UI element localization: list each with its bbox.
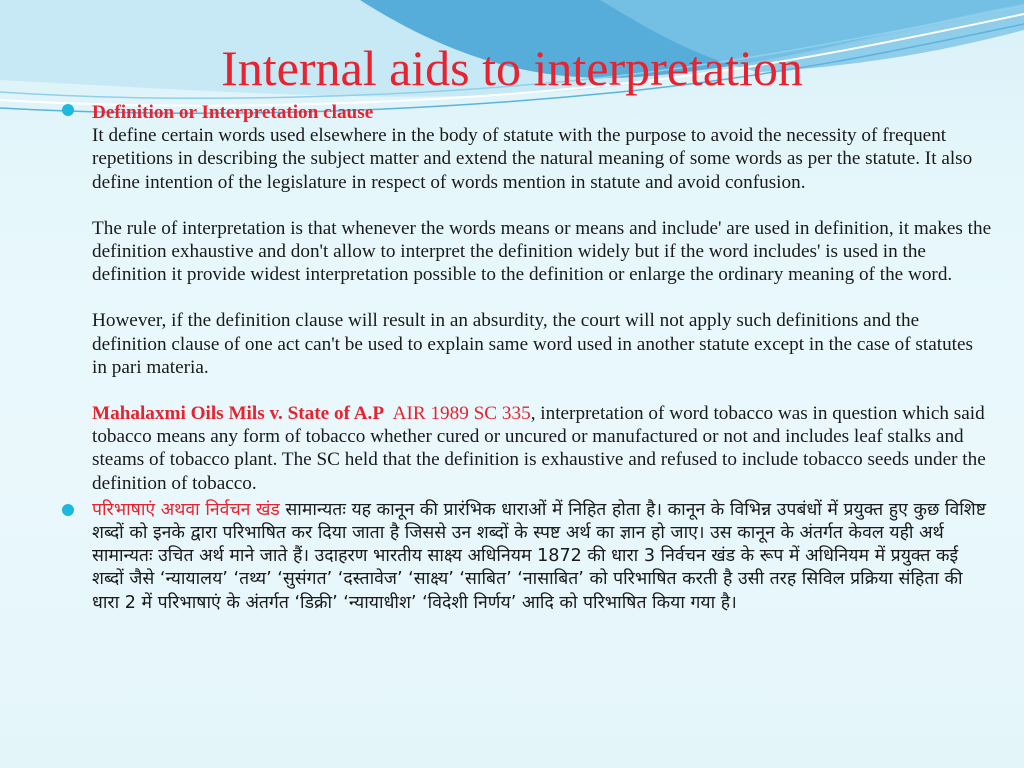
definition-paragraph-1: It define certain words used elsewhere in the body of statute with the purpose to avoid the necessity of frequent repetitions in describing the subject matter and extend the natural meaning of some words as per the statute. It also define intention of the legislature in respect of words mention in statute and avoid confusion. xyxy=(92,125,973,193)
hindi-heading: परिभाषाएं अथवा निर्वचन खंड xyxy=(92,499,280,520)
content-body xyxy=(62,101,992,615)
bullet-icon xyxy=(62,104,74,116)
slide-title: Internal aids to interpretation xyxy=(221,40,803,96)
paragraph-gap xyxy=(92,379,992,402)
case-paragraph xyxy=(92,402,992,495)
hindi-text: सामान्यतः यह कानून की प्रारंभिक धाराओं में निहित होता है। कानून के विभिन्न उपबंधों में प्रयुक्त हुए कुछ विशिष्ट शब्दों को इनके द्वारा परिभाषित कर दिया जाता है जिससे उन शब्दों के स्पष्ट अर्थ का ज्ञान हो जाए। उस कानून के अंतर्गत केवल यही अर्थ सामान्यतः उचित अर्थ माने जाते हैं। उदाहरण भारतीय साक्ष्य अधिनियम 1872 की धारा 3 निर्वचन खंड के रूप में अधिनियम में प्रयुक्त कई शब्दों जैसे ‘न्यायालय’ ‘तथ्य’ ‘सुसंगत’ ‘दस्तावेज’ ‘साक्ष्य’ ‘साबित’ ‘नासाबित’ को परिभाषित करती है उसी तरह सिविल प्रक्रिया संहिता की धारा 2 में परिभाषाएं के अंतर्गत ‘डिक्री’ ‘न्यायाधीश’ ‘विदेशी निर्णय’ आदि को परिभाषित किया गया है। xyxy=(92,499,987,613)
bullet-item-hindi-definition xyxy=(62,499,992,615)
paragraph-gap xyxy=(92,286,992,309)
bullet-icon xyxy=(62,504,74,516)
definition-heading-text: Definition or Interpretation clause xyxy=(92,102,374,123)
case-citation: AIR 1989 SC 335 xyxy=(392,403,531,425)
hindi-paragraph xyxy=(92,499,992,615)
definition-heading xyxy=(92,101,992,124)
definition-paragraph-2: The rule of interpretation is that whenever the words means or means and include' are used in definition, it makes the definition exhaustive and don't allow to interpret the definition widely but if the word includes' is used in the definition it provide widest interpretation possible to the definition or enlarge the ordinary meaning of the word. xyxy=(92,217,992,286)
paragraph-gap xyxy=(92,194,992,217)
bullet-item-definition-clause xyxy=(62,101,992,495)
definition-paragraph-3: However, if the definition clause will result in an absurdity, the court will not apply such definitions and the definition clause of one act can't be used to explain same word used in another statute except in the case of statutes in pari materia. xyxy=(92,310,973,378)
case-name: Mahalaxmi Oils Mils v. State of A.P xyxy=(92,403,385,425)
case-text: , interpretation of word tobacco was in question which said tobacco means any form of tobacco whether cured or uncured or manufactured or not and includes leaf stalks and steams of tobacco plant. The SC held that the definition is exhaustive and refused to include tobacco seeds under the definition of tobacco. xyxy=(92,403,986,494)
